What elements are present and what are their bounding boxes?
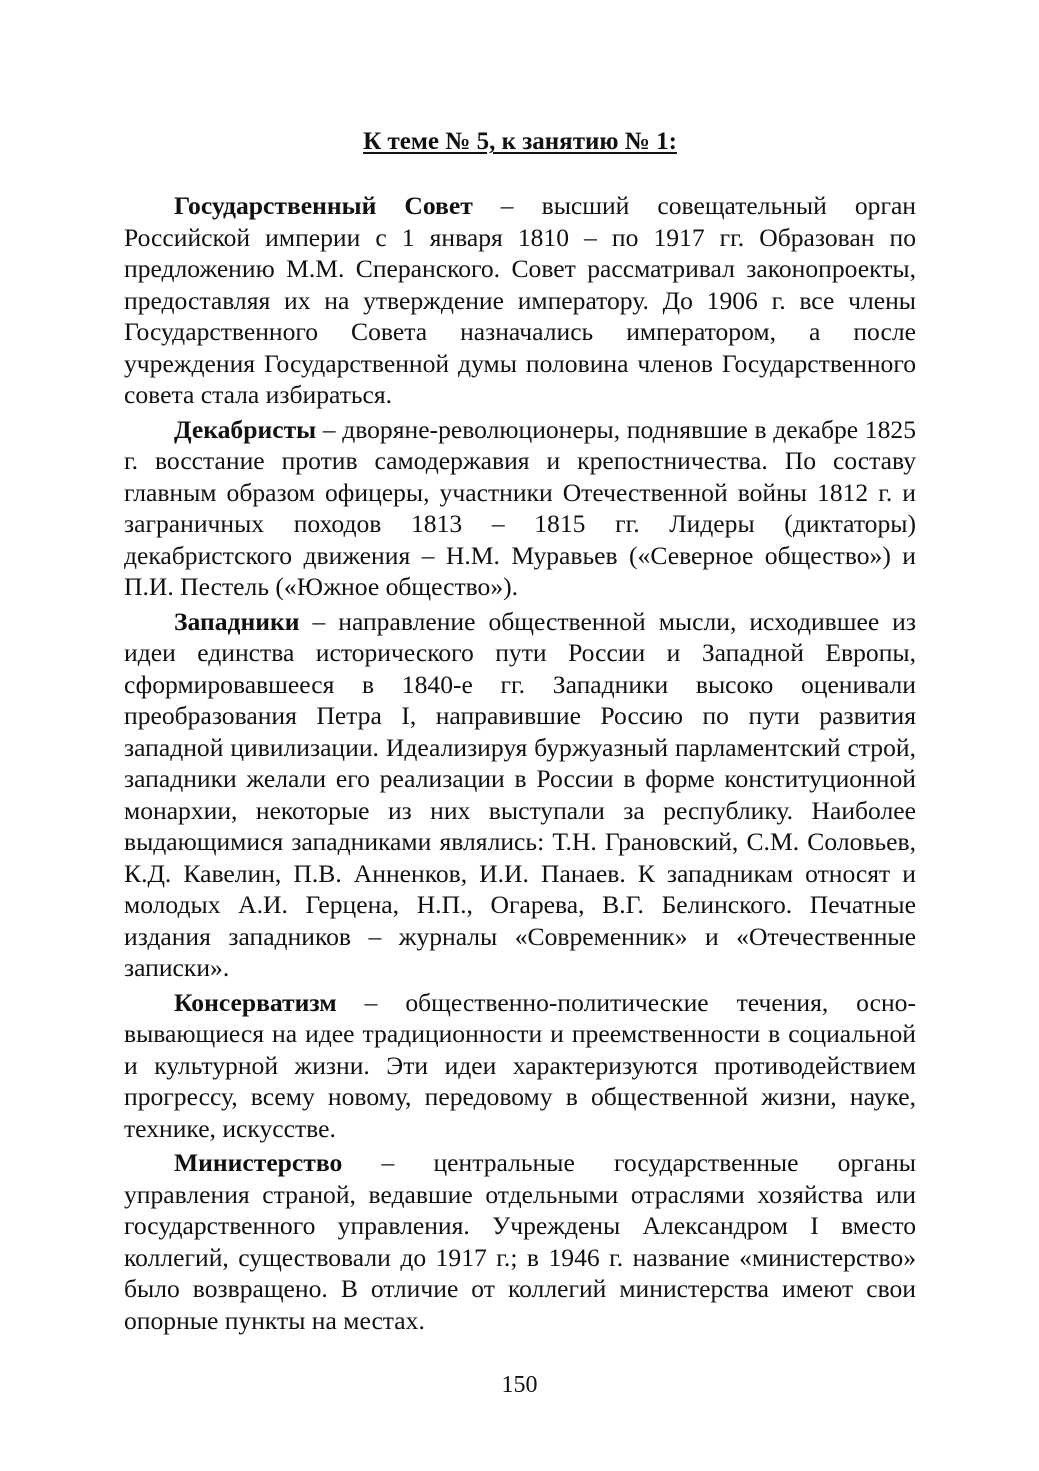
entry-definition: – центральные государственные органы управления страной, ведавшие отдельными отраслями хозяйства или государственного управления. Учреждены Александром I вместо коллегий, существовали до 1917 г.; в 1946 г. название «министерство» было возвращено. В отличие от коллегий министерства имеют свои опорные пункты на местах. [124, 1148, 916, 1335]
entry-definition: – направление общественной мысли, исходившее из идеи единства исторического пути России и Западной Европы, сформировавшееся в 1840-е гг. Западники высоко оценивали преобразования Петра I, направившие Россию по пути развития западной цивилизации. Идеализируя буржуазный парламентский строй, западники желали его реализации в России в форме конституционной монархии, некоторые из них выступали за республику. Наиболее выдающимися западниками являлись: Т.Н. Грановский, С.М. Соловьев, К.Д. Кавелин, П.В. Анненков, И.И. Панаев. К западникам относят и молодых А.И. Герцена, Н.П., Огарева, В.Г. Белинского. Печатные издания западников – журналы «Современник» и «Отечественные записки». [124, 606, 916, 982]
entry-definition: – высший совещательный орган Российской империи с 1 января 1810 – по 1917 гг. Образован по предложению М.М. Сперанского. Совет рассматривал законопроекты, предоставляя их на утверждение императору. До 1906 г. все члены Государственного Совета назначались императором, а после учреждения Государственной думы половина членов Государственного совета стала избираться. [124, 191, 916, 409]
section-heading: К теме № 5, к занятию № 1: [363, 128, 677, 155]
entry-term: Декабристы [174, 414, 317, 444]
entry-gosudarstvennyi-sovet [124, 190, 916, 411]
page-body [124, 124, 916, 1339]
entry-definition: – общественно-политические течения, основывающиеся на идее традиционности и преемственности в социальной и культурной жизни. Эти идеи характеризуются противодействием прогрессу, всему новому, передовому в общественной жизни, науке, технике, искусстве. [124, 987, 916, 1143]
entry-konservatizm [124, 987, 916, 1145]
entry-term: Консерватизм [174, 987, 337, 1017]
page-number: 150 [501, 1372, 538, 1398]
entry-definition: – дворяне-революционеры, поднявшие в декабре 1825 г. восстание против самодержавия и крепостничества. По составу главным образом офицеры, участники Отечественной войны 1812 г. и заграничных походов 1813 – 1815 гг. Лидеры (диктаторы) декабристского движения – Н.М. Муравьев («Северное общество») и П.И. Пестель («Южное общество»). [124, 414, 916, 601]
entry-dekabristy [124, 414, 916, 603]
entry-zapadniki [124, 606, 916, 984]
entry-term: Министерство [174, 1148, 343, 1177]
entry-term: Западники [174, 606, 300, 636]
entry-ministerstvo [124, 1147, 916, 1336]
entry-term: Государственный Совет [174, 191, 473, 220]
